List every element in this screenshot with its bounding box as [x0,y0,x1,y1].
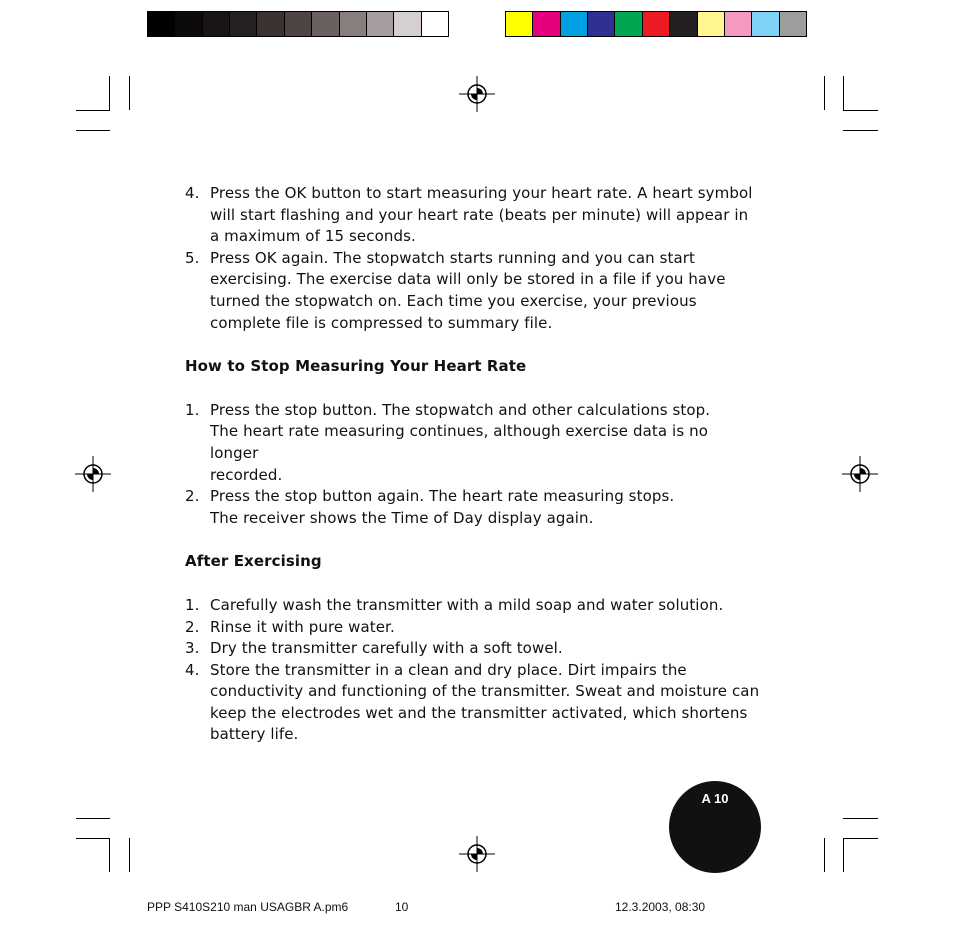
color-swatch [532,12,559,36]
text-line: recorded. [210,465,283,484]
text-line: Store the transmitter in a clean and dry place. Dirt impairs the [210,660,687,679]
list-item-number: 3. [185,639,200,658]
text-line: The heart rate measuring continues, although exercise data is no longer [210,422,708,462]
crop-mark [824,76,825,110]
list-item [185,638,760,660]
crop-mark [824,838,825,872]
list-item-text [210,400,760,486]
crop-mark [109,76,110,110]
text-line: The receiver shows the Time of Day display again. [210,508,594,527]
text-line: Carefully wash the transmitter with a mild soap and water solution. [210,595,724,614]
list-item-number: 1. [185,595,200,614]
crop-mark [76,838,110,839]
registration-mark-icon [75,456,111,492]
crop-mark [76,130,110,131]
process-color-bar [505,11,807,37]
text-line: Press the OK button to start measuring your heart rate. A heart symbol [210,184,753,202]
crop-mark [843,818,878,819]
steps-after-list [185,595,760,746]
text-line: exercising. The exercise data will only be stored in a file if you have [210,270,726,289]
text-line: Rinse it with pure water. [210,617,395,636]
page-content [185,183,760,746]
crop-mark [843,76,844,110]
list-item-text [210,183,760,248]
color-swatch [642,12,669,36]
text-line: battery life. [210,725,299,744]
text-line: conductivity and functioning of the transmitter. Sweat and moisture can [210,682,760,701]
crop-mark [76,818,110,819]
crop-mark [76,110,110,111]
list-item [185,248,760,334]
text-line: keep the electrodes wet and the transmitter activated, which shortens [210,703,748,722]
text-line: Press the stop button. The stopwatch and other calculations stop. [210,400,711,419]
list-item-number: 5. [185,248,200,267]
color-swatch [339,12,366,36]
color-swatch [202,12,229,36]
color-swatch [669,12,696,36]
crop-mark [843,838,878,839]
color-swatch [506,12,532,36]
list-item [185,595,760,617]
list-item [185,486,760,529]
list-item [185,617,760,639]
section-heading-stop: How to Stop Measuring Your Heart Rate [185,357,527,376]
color-swatch [697,12,724,36]
color-swatch [174,12,201,36]
list-item-text [210,638,760,660]
color-swatch [614,12,641,36]
list-item-text [210,248,760,334]
list-item-number: 2. [185,617,200,636]
page-badge-label: A 10 [701,791,729,806]
list-item-number: 1. [185,400,200,419]
crop-mark [843,838,844,872]
list-item-text [210,660,760,746]
footer-datetime: 12.3.2003, 08:30 [615,900,706,914]
text-line: will start flashing and your heart rate (beats per minute) will appear in [210,205,749,224]
color-swatch [751,12,778,36]
list-item-number: 4. [185,184,200,202]
steps-top-list [185,183,760,334]
crop-mark [129,838,130,872]
steps-stop-list [185,400,760,530]
list-item [185,400,760,486]
text-line: Press OK again. The stopwatch starts running and you can start [210,248,696,267]
crop-mark [843,110,878,111]
color-swatch [366,12,393,36]
color-swatch [229,12,256,36]
registration-mark-icon [459,76,495,112]
list-item-number: 4. [185,660,200,679]
registration-mark-icon [459,836,495,872]
list-item [185,660,760,746]
text-line: Dry the transmitter carefully with a soft towel. [210,639,563,658]
grayscale-color-bar [147,11,449,37]
registration-mark-icon [842,456,878,492]
crop-mark [109,838,110,872]
color-swatch [587,12,614,36]
color-swatch [779,12,806,36]
crop-mark [129,76,130,110]
color-swatch [284,12,311,36]
footer-filename: PPP S410S210 man USAGBR A.pm6 [147,900,349,914]
color-swatch [421,12,448,36]
list-item-text [210,595,760,617]
list-item-text [210,486,760,529]
color-swatch [724,12,751,36]
list-item [185,183,760,248]
section-heading-after: After Exercising [185,552,322,571]
text-line: complete file is compressed to summary file. [210,313,553,332]
color-swatch [148,12,174,36]
footer-page-number: 10 [395,900,409,914]
list-item-text [210,617,760,639]
color-swatch [256,12,283,36]
color-swatch [311,12,338,36]
crop-mark [843,130,878,131]
list-item-number: 2. [185,487,200,506]
color-swatch [393,12,420,36]
text-line: Press the stop button again. The heart rate measuring stops. [210,487,675,506]
text-line: turned the stopwatch on. Each time you exercise, your previous [210,291,697,310]
text-line: a maximum of 15 seconds. [210,227,416,246]
color-swatch [560,12,587,36]
